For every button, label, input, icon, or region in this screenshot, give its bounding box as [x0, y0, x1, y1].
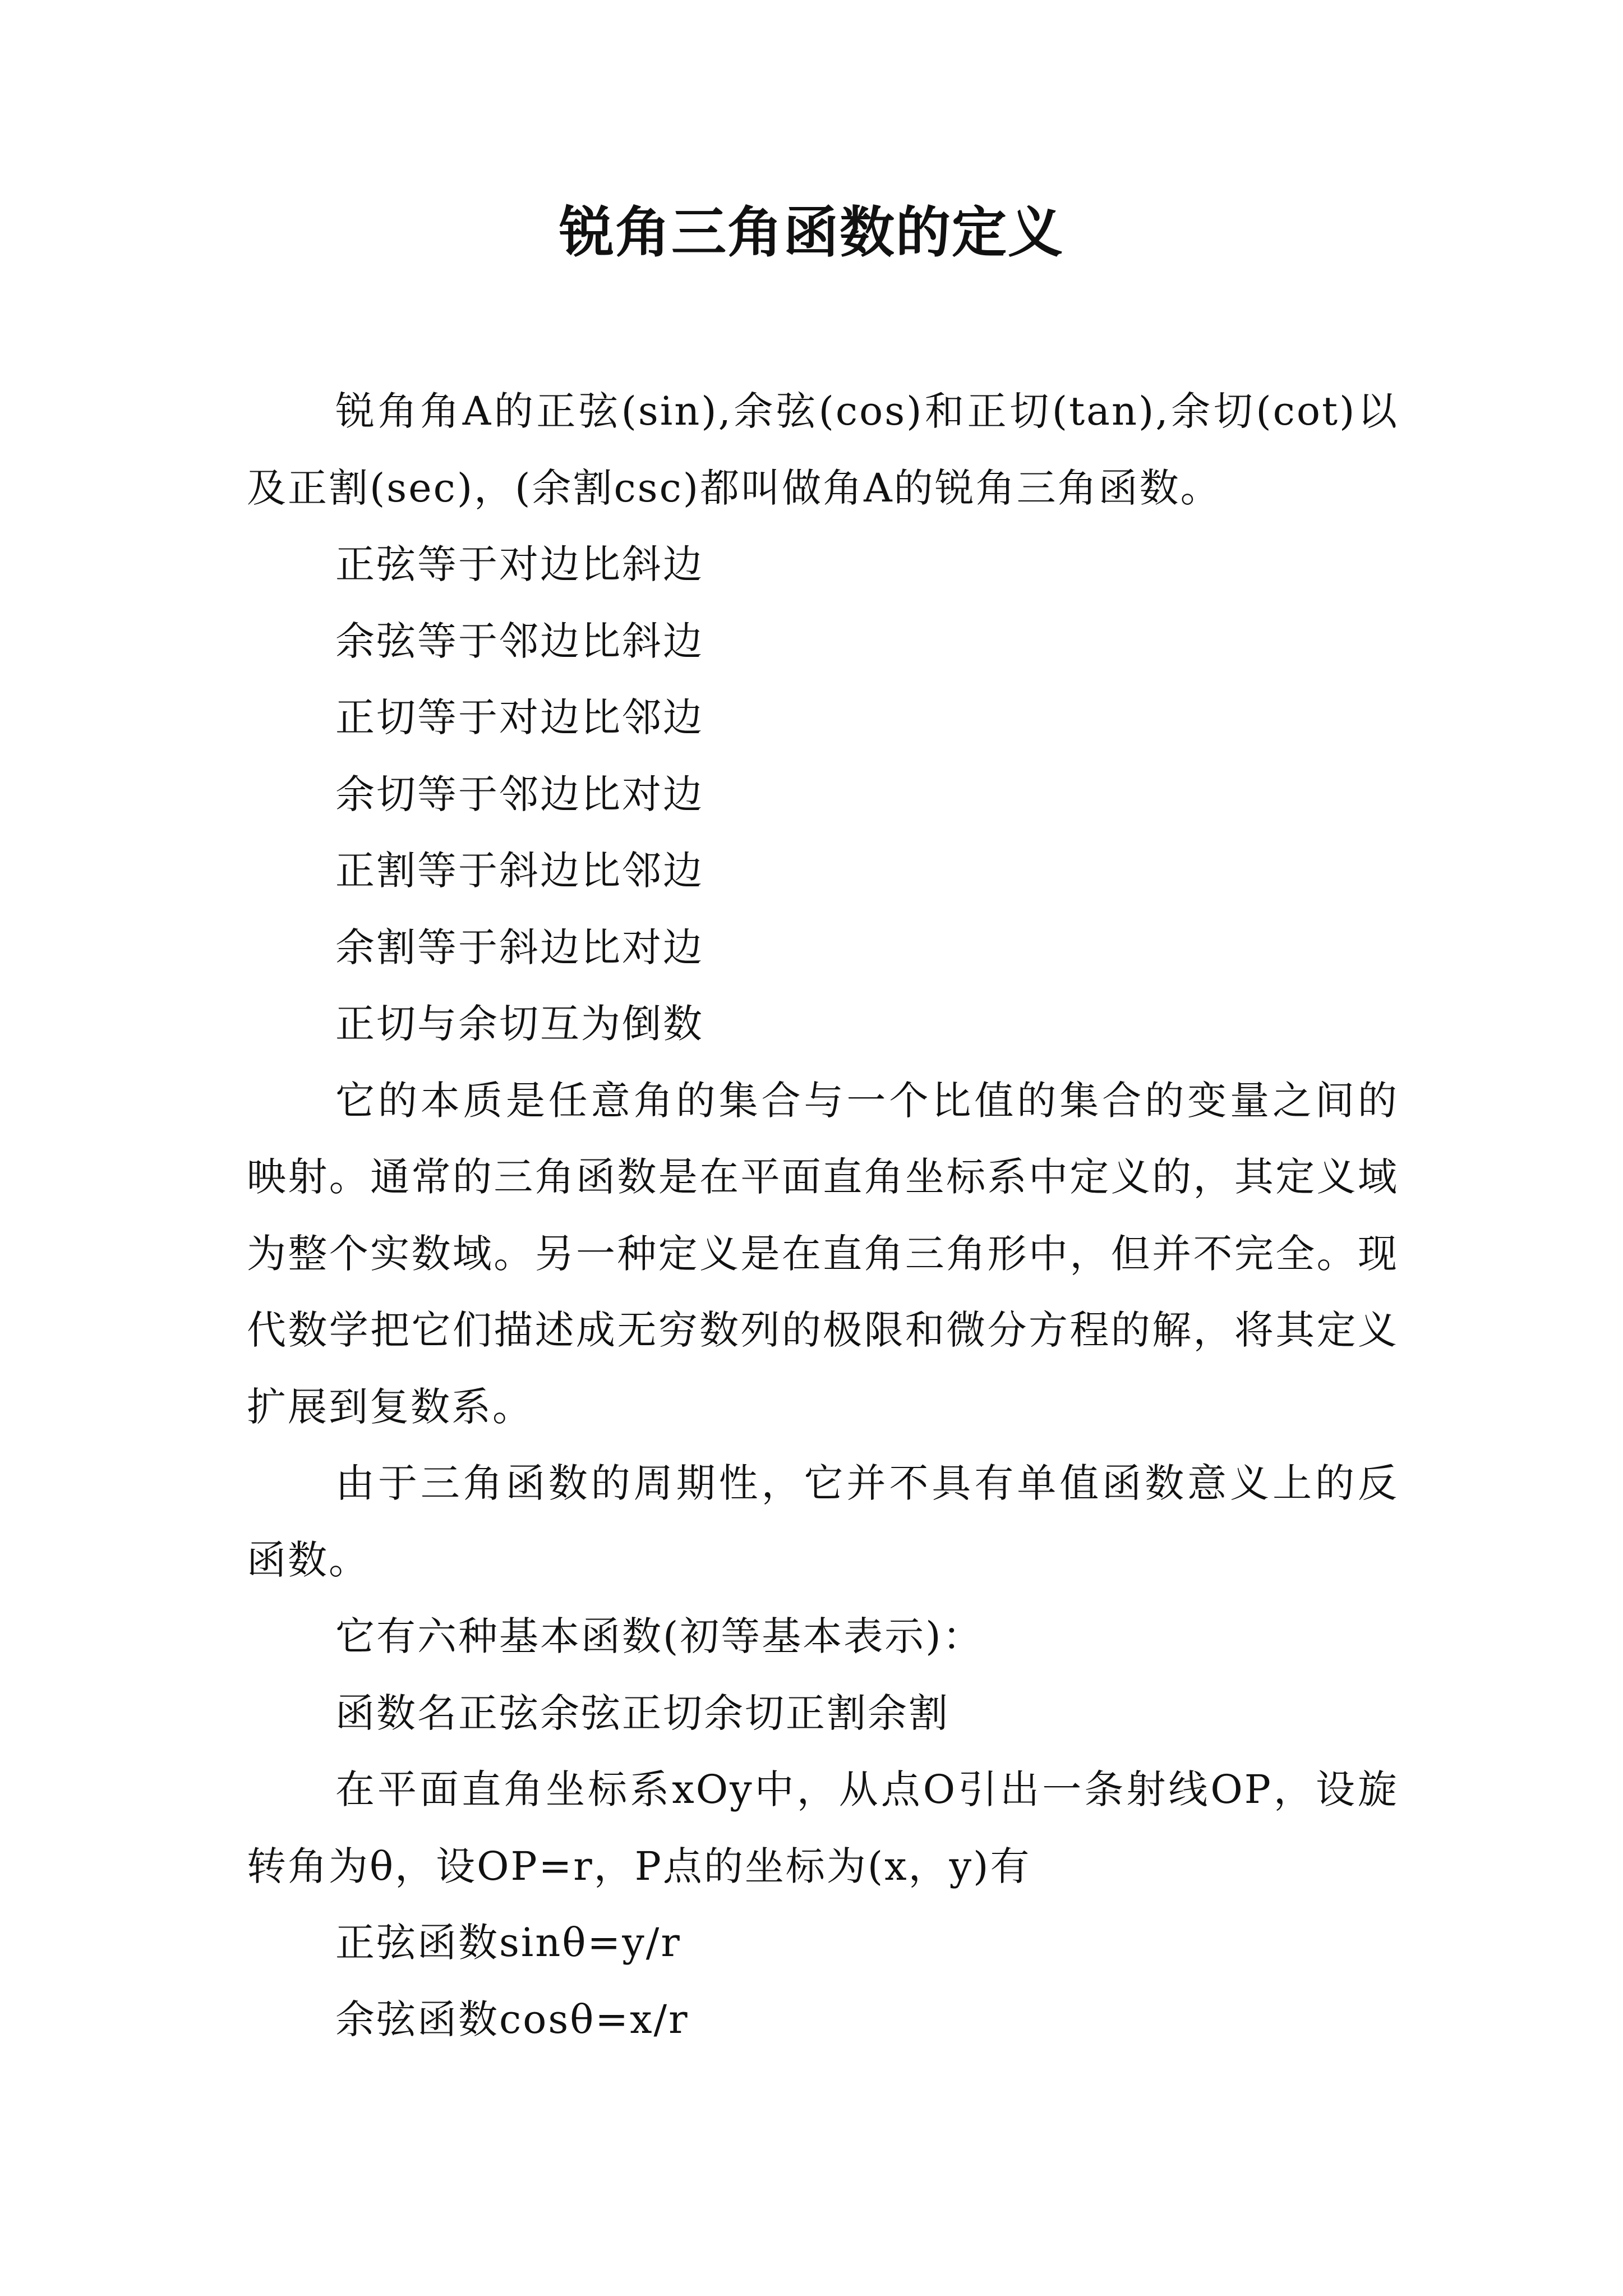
- paragraph-six-functions: 它有六种基本函数(初等基本表示)：: [335, 1613, 984, 1659]
- paragraph-tangent-rule: 正切等于对边比邻边: [335, 694, 704, 740]
- paragraph-periodicity: 由于三角函数的周期性，它并不具有单值函数意义上的反函数。: [247, 1460, 1399, 1583]
- paragraph-function-names: 函数名正弦余弦正切余切正割余割: [335, 1690, 949, 1736]
- paragraph-reciprocal-rule: 正切与余切互为倒数: [335, 1001, 704, 1047]
- paragraph-definition: 锐角角A的正弦(sin),余弦(cos)和正切(tan),余切(cot)以及正割(sec)，(余割csc)都叫做角A的锐角三角函数。: [247, 388, 1399, 511]
- paragraph-cosine-formula: 余弦函数cosθ=x/r: [335, 1996, 689, 2042]
- paragraph-sine-formula: 正弦函数sinθ=y/r: [335, 1920, 681, 1966]
- document-title: 锐角三角函数的定义: [559, 201, 1064, 265]
- paragraph-cosine-rule: 余弦等于邻边比斜边: [335, 618, 704, 664]
- paragraph-sine-rule: 正弦等于对边比斜边: [335, 541, 704, 587]
- paragraph-cotangent-rule: 余切等于邻边比对边: [335, 771, 704, 817]
- document-body: [247, 373, 1399, 2058]
- paragraph-coordinate-setup: 在平面直角坐标系xOy中，从点O引出一条射线OP，设旋转角为θ，设OP=r，P点的坐标为(x，y)有: [247, 1766, 1399, 1889]
- paragraph-secant-rule: 正割等于斜边比邻边: [335, 848, 704, 894]
- paragraph-essence: 它的本质是任意角的集合与一个比值的集合的变量之间的映射。通常的三角函数是在平面直角坐标系中定义的，其定义域为整个实数域。另一种定义是在直角三角形中，但并不完全。现代数学把它们描述成无穷数列的极限和微分方程的解，将其定义扩展到复数系。: [247, 1077, 1399, 1430]
- paragraph-cosecant-rule: 余割等于斜边比对边: [335, 924, 704, 970]
